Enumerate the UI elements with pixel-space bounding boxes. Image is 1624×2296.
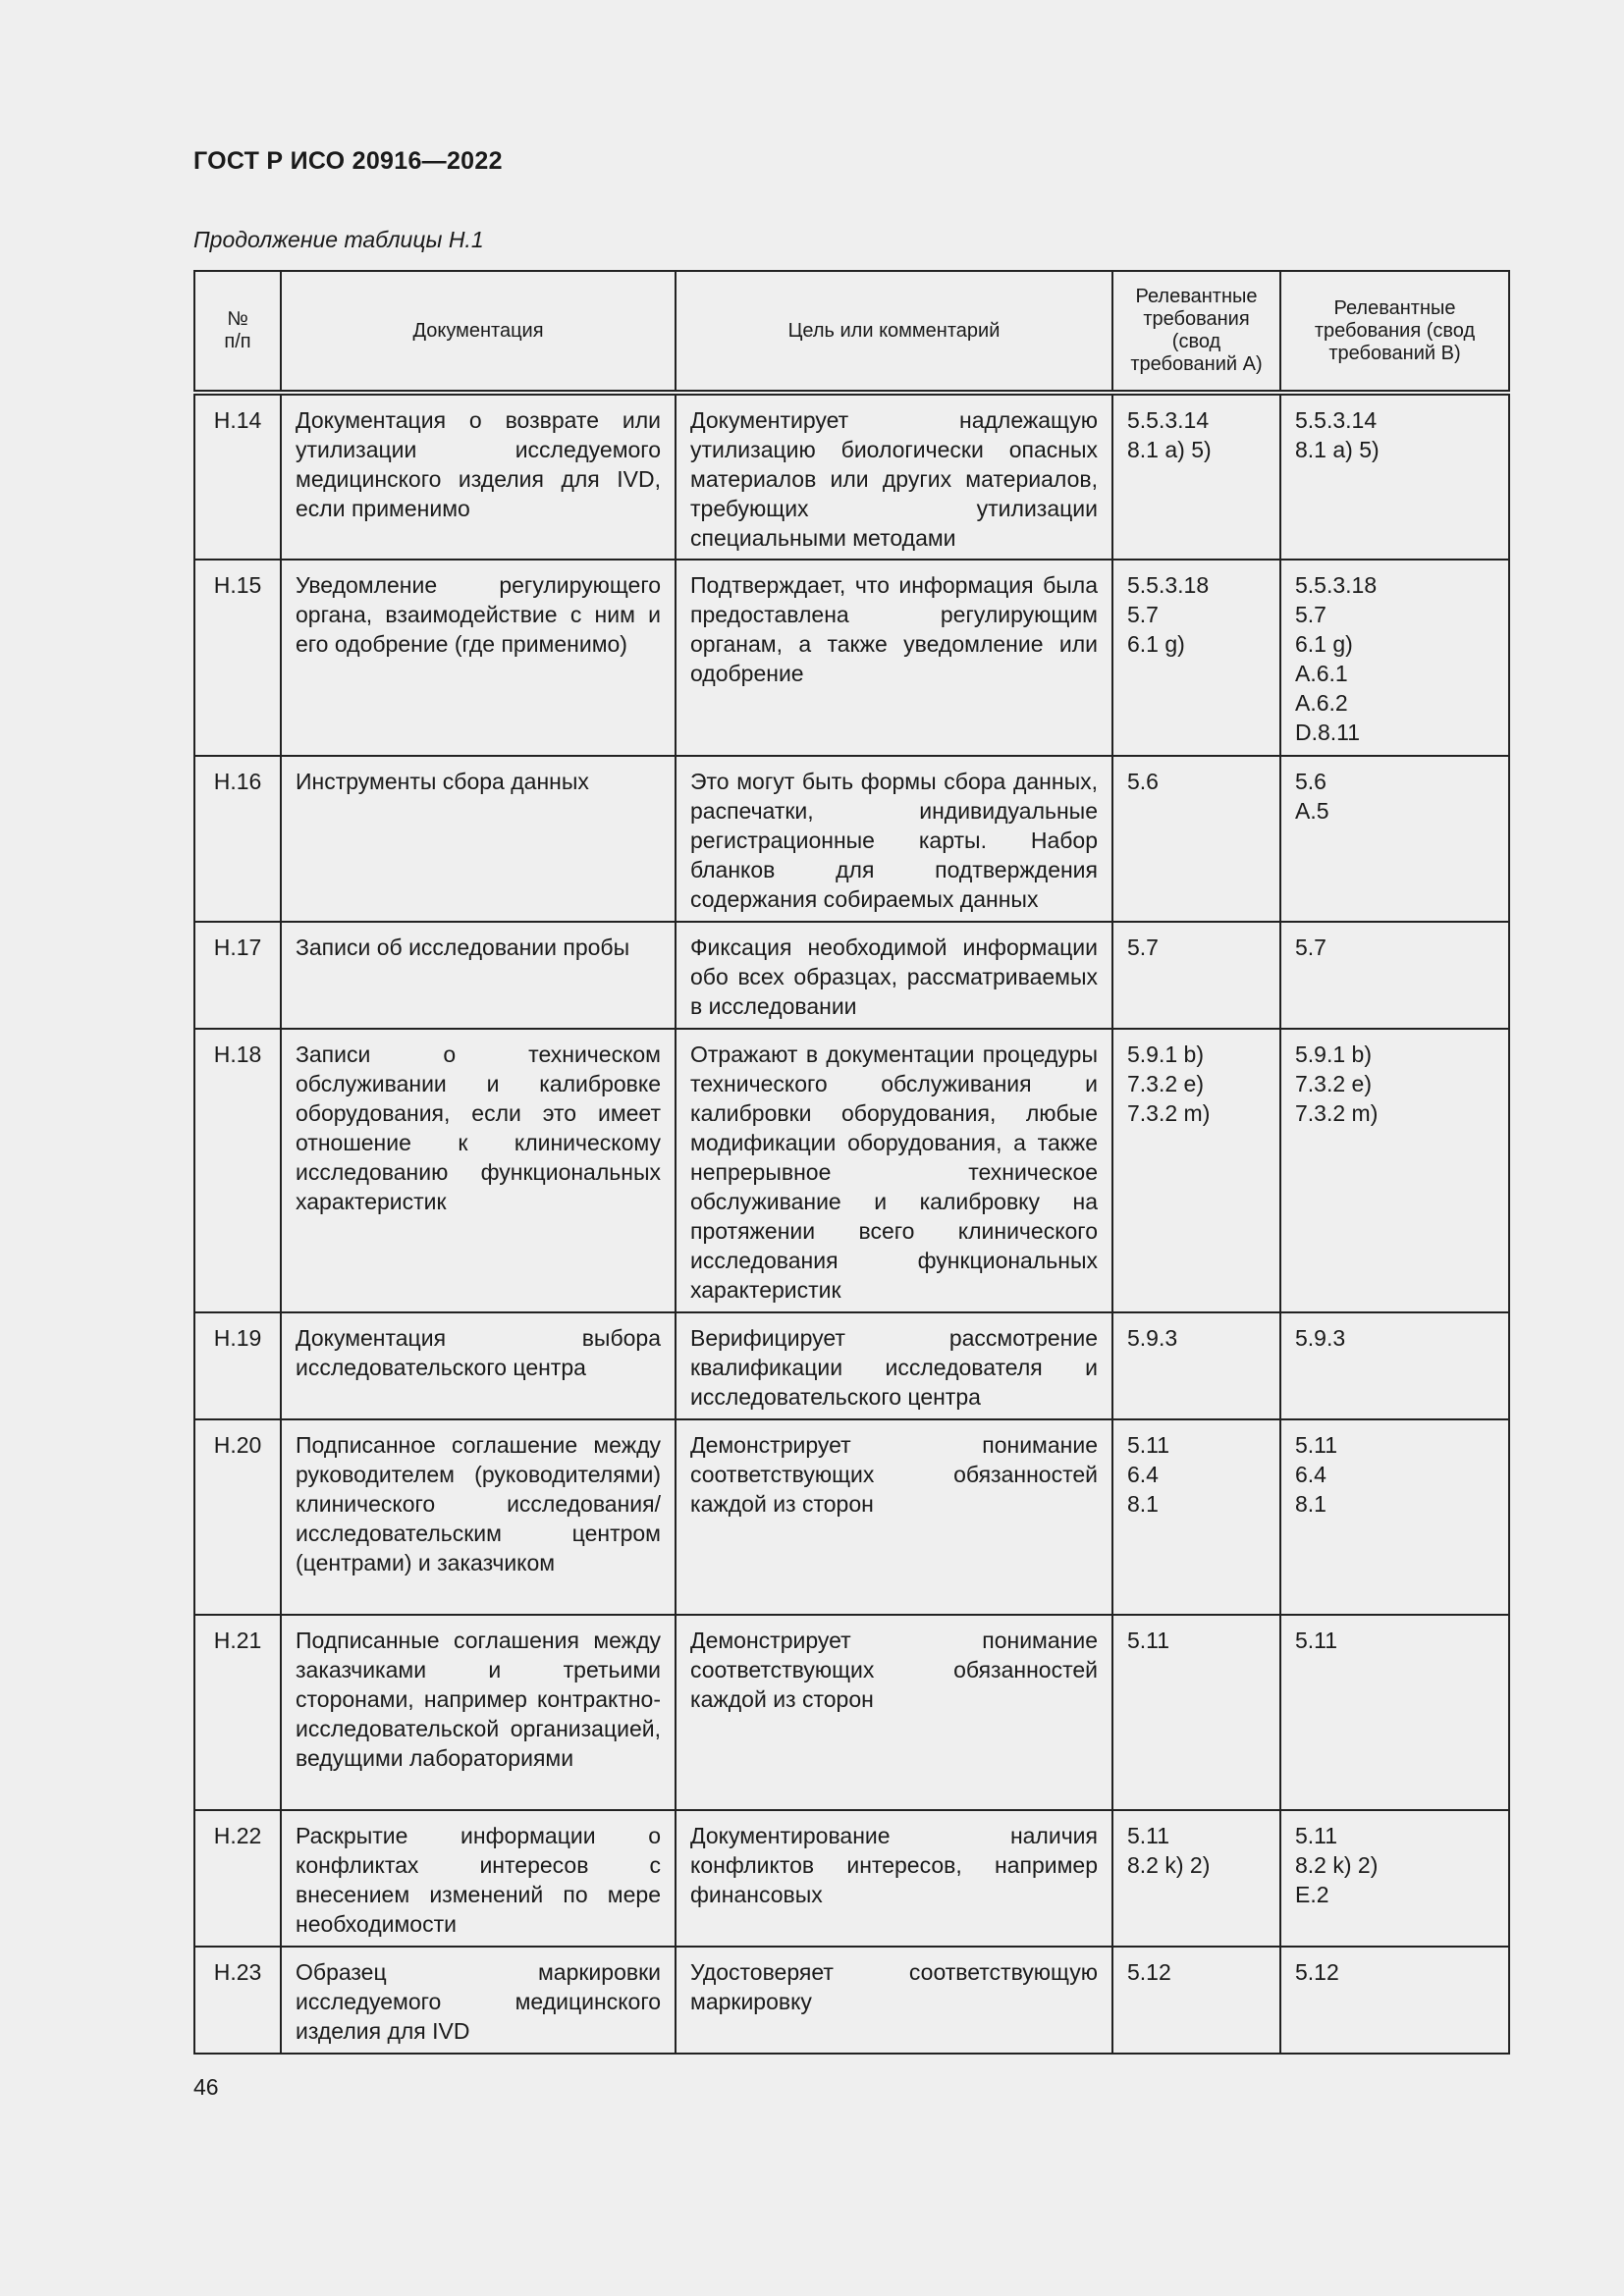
- row-number-cell: Н.20: [194, 1419, 281, 1615]
- requirements-b-cell: [1280, 922, 1509, 1029]
- requirements-table: [193, 270, 1510, 2055]
- table-row: [194, 1615, 1509, 1810]
- requirements-b-cell: [1280, 1615, 1509, 1810]
- column-header-req-b: Релевантные требования (свод требований В): [1280, 271, 1509, 393]
- requirements-a-cell: [1112, 1810, 1280, 1947]
- requirement-item: 5.6: [1295, 769, 1326, 794]
- column-header-documentation: Документация: [281, 271, 676, 393]
- requirement-item: 5.5.3.14: [1127, 407, 1210, 433]
- requirement-item: 6.1 g): [1295, 631, 1353, 657]
- requirement-item: 5.6: [1127, 769, 1159, 794]
- documentation-cell: Записи об исследовании пробы: [281, 922, 676, 1029]
- requirement-item: A.6.1: [1295, 661, 1348, 686]
- requirements-b-cell: [1280, 756, 1509, 922]
- table-row: [194, 560, 1509, 756]
- requirement-item: 7.3.2 e): [1295, 1071, 1372, 1096]
- purpose-cell: Верифицирует рассмотрение квалификации исследователя и исследовательского центра: [676, 1312, 1112, 1419]
- row-number-cell: Н.17: [194, 922, 281, 1029]
- documentation-cell: Записи о техническом обслуживании и калибровке оборудования, если это имеет отношение к клиническому исследованию функциональных характеристик: [281, 1029, 676, 1312]
- requirement-item: 5.7: [1295, 602, 1326, 627]
- row-number-cell: Н.18: [194, 1029, 281, 1312]
- page-number: 46: [193, 2074, 219, 2100]
- table-row: [194, 1312, 1509, 1419]
- documentation-cell: Раскрытие информации о конфликтах интересов с внесением изменений по мере необходимости: [281, 1810, 676, 1947]
- requirements-b-cell: [1280, 1312, 1509, 1419]
- row-number-cell: Н.15: [194, 560, 281, 756]
- requirement-item: 5.7: [1127, 602, 1159, 627]
- requirement-item: 5.12: [1295, 1959, 1339, 1985]
- purpose-cell: Документирует надлежащую утилизацию биологически опасных материалов или других материалов, требующих утилизации специальными методами: [676, 393, 1112, 560]
- requirement-item: 7.3.2 e): [1127, 1071, 1204, 1096]
- requirement-item: A.5: [1295, 798, 1329, 824]
- table-caption: Продолжение таблицы Н.1: [193, 227, 484, 252]
- requirement-item: 6.1 g): [1127, 631, 1185, 657]
- requirements-a-cell: [1112, 1947, 1280, 2054]
- table-row: [194, 1810, 1509, 1947]
- requirement-item: 6.4: [1127, 1462, 1159, 1487]
- requirements-a-cell: [1112, 922, 1280, 1029]
- requirement-item: D.8.11: [1295, 720, 1361, 745]
- requirements-a-cell: [1112, 756, 1280, 922]
- column-header-req-a: Релевантные требования (свод требований А): [1112, 271, 1280, 393]
- documentation-cell: Подписанное соглашение между руководителем (руководителями) клинического исследования/исследовательским центром (центрами) и заказчиком: [281, 1419, 676, 1615]
- documentation-cell: Документация о возврате или утилизации исследуемого медицинского изделия для IVD, если применимо: [281, 393, 676, 560]
- requirement-item: 5.5.3.18: [1295, 572, 1378, 598]
- table-row: [194, 1419, 1509, 1615]
- requirements-b-cell: [1280, 1419, 1509, 1615]
- purpose-cell: Демонстрирует понимание соответствующих обязанностей каждой из сторон: [676, 1419, 1112, 1615]
- requirement-item: 5.9.1 b): [1127, 1041, 1204, 1067]
- purpose-cell: Удостоверяет соответствующую маркировку: [676, 1947, 1112, 2054]
- table-body: [194, 393, 1509, 2054]
- requirement-item: 5.12: [1127, 1959, 1171, 1985]
- table-header-row: [194, 271, 1509, 393]
- requirement-item: 5.7: [1127, 934, 1159, 960]
- table-row: [194, 756, 1509, 922]
- row-number-cell: Н.16: [194, 756, 281, 922]
- documentation-cell: Инструменты сбора данных: [281, 756, 676, 922]
- purpose-cell: Документирование наличия конфликтов интересов, например финансовых: [676, 1810, 1112, 1947]
- requirements-b-cell: [1280, 393, 1509, 560]
- requirements-a-cell: [1112, 1419, 1280, 1615]
- column-header-purpose: Цель или комментарий: [676, 271, 1112, 393]
- requirement-item: 7.3.2 m): [1127, 1100, 1211, 1126]
- requirement-item: A.6.2: [1295, 690, 1348, 716]
- row-number-cell: Н.19: [194, 1312, 281, 1419]
- row-number-cell: Н.21: [194, 1615, 281, 1810]
- column-header-number: № п/п: [194, 271, 281, 393]
- requirement-item: 8.1: [1127, 1491, 1159, 1517]
- row-number-cell: Н.23: [194, 1947, 281, 2054]
- table-row: [194, 393, 1509, 560]
- requirement-item: 8.1 a) 5): [1127, 437, 1212, 462]
- requirement-item: 5.9.3: [1295, 1325, 1346, 1351]
- table-row: [194, 1947, 1509, 2054]
- purpose-cell: Подтверждает, что информация была предоставлена регулирующим органам, а также уведомление или одобрение: [676, 560, 1112, 756]
- requirement-item: 5.5.3.18: [1127, 572, 1210, 598]
- requirement-item: 8.2 k) 2): [1127, 1852, 1211, 1878]
- requirements-a-cell: [1112, 1029, 1280, 1312]
- requirement-item: 5.11: [1295, 1432, 1338, 1458]
- row-number-cell: Н.14: [194, 393, 281, 560]
- requirements-a-cell: [1112, 393, 1280, 560]
- requirements-b-cell: [1280, 1810, 1509, 1947]
- requirement-item: 5.5.3.14: [1295, 407, 1378, 433]
- requirement-item: E.2: [1295, 1882, 1329, 1907]
- requirements-b-cell: [1280, 1947, 1509, 2054]
- row-number-cell: Н.22: [194, 1810, 281, 1947]
- requirements-b-cell: [1280, 560, 1509, 756]
- purpose-cell: Это могут быть формы сбора данных, распечатки, индивидуальные регистрационные карты. Набор бланков для подтверждения содержания собираемых данных: [676, 756, 1112, 922]
- requirement-item: 8.1 a) 5): [1295, 437, 1380, 462]
- requirement-item: 5.11: [1295, 1628, 1338, 1653]
- purpose-cell: Фиксация необходимой информации обо всех образцах, рассматриваемых в исследовании: [676, 922, 1112, 1029]
- requirement-item: 5.11: [1127, 1432, 1170, 1458]
- requirement-item: 8.2 k) 2): [1295, 1852, 1379, 1878]
- requirement-item: 5.9.3: [1127, 1325, 1178, 1351]
- requirement-item: 5.9.1 b): [1295, 1041, 1372, 1067]
- requirement-item: 7.3.2 m): [1295, 1100, 1379, 1126]
- requirements-a-cell: [1112, 1615, 1280, 1810]
- table-row: [194, 922, 1509, 1029]
- requirement-item: 5.11: [1295, 1823, 1338, 1848]
- documentation-cell: Подписанные соглашения между заказчиками и третьими сторонами, например контрактно-исследовательской организацией, ведущими лабораториями: [281, 1615, 676, 1810]
- requirement-item: 5.7: [1295, 934, 1326, 960]
- document-header: ГОСТ Р ИСО 20916—2022: [193, 147, 503, 175]
- requirement-item: 5.11: [1127, 1823, 1170, 1848]
- purpose-cell: Демонстрирует понимание соответствующих обязанностей каждой из сторон: [676, 1615, 1112, 1810]
- documentation-cell: Образец маркировки исследуемого медицинского изделия для IVD: [281, 1947, 676, 2054]
- table-row: [194, 1029, 1509, 1312]
- requirement-item: 6.4: [1295, 1462, 1326, 1487]
- purpose-cell: Отражают в документации процедуры технического обслуживания и калибровки оборудования, любые модификации оборудования, а также непрерывное техническое обслуживание и калибровку на протяжении всего клинического исследования функциональных характеристик: [676, 1029, 1112, 1312]
- requirement-item: 5.11: [1127, 1628, 1170, 1653]
- documentation-cell: Документация выбора исследовательского центра: [281, 1312, 676, 1419]
- requirements-a-cell: [1112, 560, 1280, 756]
- requirements-a-cell: [1112, 1312, 1280, 1419]
- requirements-b-cell: [1280, 1029, 1509, 1312]
- requirement-item: 8.1: [1295, 1491, 1326, 1517]
- documentation-cell: Уведомление регулирующего органа, взаимодействие с ним и его одобрение (где применимо): [281, 560, 676, 756]
